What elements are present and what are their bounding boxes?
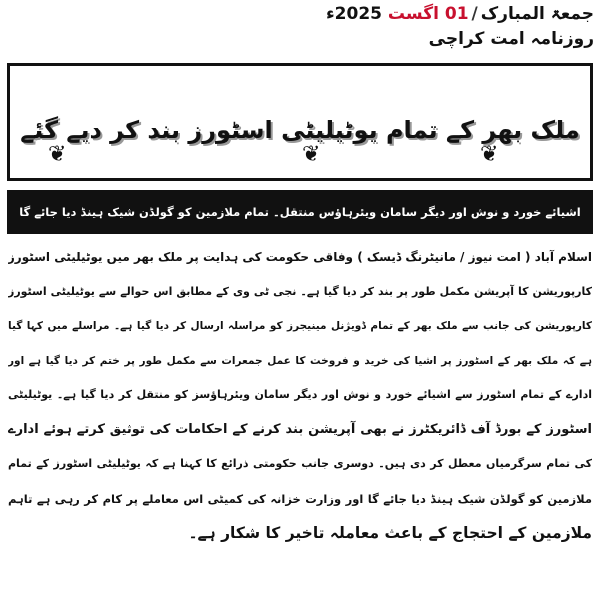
- year: 2025ء: [325, 4, 382, 24]
- body-line: ہے کہ ملک بھر کے اسٹورز پر اشیا کی خرید و فروخت کا عمل جمعرات سے مکمل طور پر ختم کر دیا گیا ہے اور: [8, 354, 592, 367]
- body-line: اسلام آباد ( امت نیوز / مانیٹرنگ ڈیسک ) وفاقی حکومت کی ہدایت پر ملک بھر میں یوٹیلیٹی اسٹورز: [8, 250, 592, 264]
- flourish-ornament-icon: ❦: [302, 142, 321, 167]
- article-body: [8, 240, 592, 551]
- body-line: ادارے کے تمام اسٹورز سے اشیائے خورد و نوش اور دیگر سامان ویئرہاؤسز کو منتقل کر دیا گیا ہے۔ یوٹیلیٹی: [8, 388, 592, 401]
- subheadline-bar: [7, 190, 593, 234]
- dateline: [294, 2, 594, 26]
- body-line: کی تمام سرگرمیاں معطل کر دی ہیں۔ دوسری جانب حکومتی ذرائع کا کہنا ہے کہ یوٹیلیٹی اسٹورز کے تمام: [8, 457, 592, 470]
- month-name: اگست: [387, 4, 439, 24]
- day-name: جمعۃ المبارک: [480, 4, 594, 24]
- date-separator: /: [471, 4, 478, 24]
- body-line: اسٹورز کے بورڈ آف ڈائریکٹرز نے بھی آپریشن بند کرنے کے احکامات کی توثیق کرتے ہوئے ادارے: [8, 421, 592, 437]
- headline: ملک بھر کے تمام یوٹیلیٹی اسٹورز بند کر دیے گئے: [20, 116, 580, 144]
- flourish-ornament-icon: ❦: [480, 142, 499, 167]
- body-line: کارپوریشن کا آپریشن مکمل طور پر بند کر دیا گیا ہے۔ نجی ٹی وی کے مطابق اس حوالے سے یوٹیلیٹی اسٹورز: [8, 284, 592, 298]
- newspaper-name: روزنامہ امت کراچی: [428, 29, 594, 49]
- body-line: ملازمین کے احتجاج کے باعث معاملہ تاخیر کا شکار ہے۔: [188, 524, 592, 542]
- day-number: 01: [444, 4, 469, 24]
- body-line: ملازمین کو گولڈن شیک ہینڈ دیا جائے گا اور وزارت خزانہ کی کمیٹی اس معاملے پر کام کر رہی ہے تاہم: [8, 491, 592, 506]
- masthead: [294, 2, 594, 52]
- flourish-ornament-icon: ❦: [48, 142, 67, 167]
- subheadline: اشیائے خورد و نوش اور دیگر سامان ویئرہاؤس منتقل۔ تمام ملازمین کو گولڈن شیک ہینڈ دیا جائے گا: [19, 205, 581, 219]
- headline-box: [7, 63, 593, 181]
- body-line: کارپوریشن کی جانب سے ملک بھر کے تمام ڈویژنل مینیجرز کو مراسلہ ارسال کر دیا گیا ہے۔ مراسلے میں کہا گیا: [8, 320, 592, 332]
